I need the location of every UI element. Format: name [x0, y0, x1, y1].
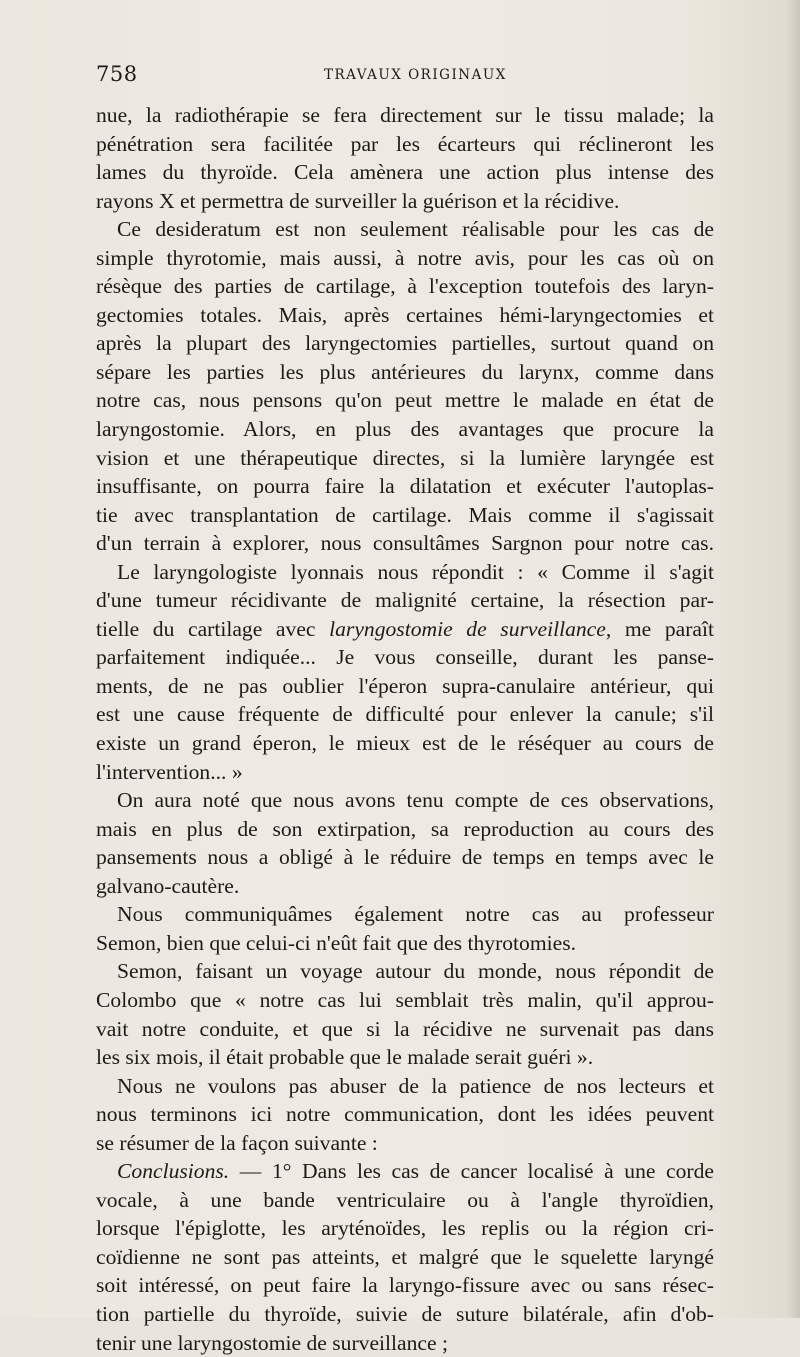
text-line: Ce desideratum est non seulement réalisable pour les cas de [117, 217, 714, 242]
text-line: Semon, bien que celui-ci n'eût fait que des thyrotomies. [96, 930, 577, 955]
text-line [96, 1157, 714, 1186]
text-line: simple thyrotomie, mais aussi, à notre avis, pour les cas où on [96, 245, 714, 270]
text-line: nue, la radiothérapie se fera directement sur le tissu malade; la [96, 103, 714, 127]
text-line: gectomies totales. Mais, après certaines hémi-laryngectomies et [96, 302, 714, 327]
text-line: rayons X et permettra de surveiller la guérison et la récidive. [96, 188, 620, 213]
text-line: Nous communiquâmes également notre cas au professeur [117, 902, 714, 927]
running-head: TRAVAUX ORIGINAUX [324, 67, 507, 83]
text-line [96, 615, 714, 644]
text-line: parfaitement indiquée... Je vous conseille, durant les panse- [96, 645, 714, 670]
conclusions-heading: Conclusions. [117, 1159, 230, 1184]
text-line: Le laryngologiste lyonnais nous répondit : « Comme il s'agit [117, 559, 714, 584]
text-line: nous terminons ici notre communication, dont les idées peuvent [96, 1102, 714, 1127]
text-line: vocale, à une bande ventriculaire ou à l'angle thyroïdien, [96, 1187, 714, 1212]
text-line: Semon, faisant un voyage autour du monde, nous répondit de [117, 959, 714, 984]
text-line: sépare les parties les plus antérieures du larynx, comme dans [96, 359, 714, 384]
italic-phrase: laryngostomie de surveillance [329, 616, 606, 641]
text-line: notre cas, nous pensons qu'on peut mettre le malade en état de [96, 388, 714, 413]
text-line: ments, de ne pas oublier l'éperon supra-canulaire antérieur, qui [96, 673, 714, 698]
text-line: l'intervention... » [96, 759, 243, 784]
text-line: après la plupart des laryngectomies partielles, surtout quand on [96, 331, 714, 356]
text-line: pansements nous a obligé à le réduire de temps en temps avec le [96, 845, 714, 870]
text-line: insuffisante, on pourra faire la dilatation et exécuter l'autoplas- [96, 474, 714, 499]
text-line: Colombo que « notre cas lui semblait très malin, qu'il approu- [96, 987, 714, 1012]
text-line: vision et une thérapeutique directes, si la lumière laryngée est [96, 445, 714, 470]
text-line: les six mois, il était probable que le malade serait guéri ». [96, 1045, 594, 1070]
text-line: On aura noté que nous avons tenu compte de ces observations, [117, 788, 714, 813]
text-line: tenir une laryngostomie de surveillance ; [96, 1330, 448, 1355]
text-line: mais en plus de son extirpation, sa reproduction au cours des [96, 816, 714, 841]
text-line: résèque des parties de cartilage, à l'exception toutefois des laryn- [96, 274, 714, 299]
text-line: tion partielle du thyroïde, suivie de suture bilatérale, afin d'ob- [96, 1301, 714, 1326]
text-line: soit intéressé, on peut faire la laryngo-fissure avec ou sans résec- [96, 1273, 714, 1298]
text-line: galvano-cautère. [96, 873, 240, 898]
text-line: vait notre conduite, et que si la récidive ne survenait pas dans [96, 1016, 714, 1041]
text-run: — 1° Dans les cas de cancer localisé à une corde [229, 1159, 714, 1184]
page-edge-shadow [786, 0, 800, 1318]
text-run: tielle du cartilage avec [96, 616, 316, 641]
text-line: tie avec transplantation de cartilage. Mais comme il s'agissait [96, 502, 714, 527]
text-line: lames du thyroïde. Cela amènera une action plus intense des [96, 160, 714, 185]
text-run: , me paraît [605, 616, 714, 641]
page-header [96, 62, 710, 90]
text-line: lorsque l'épiglotte, les aryténoïdes, les replis ou la région cri- [96, 1216, 714, 1241]
text-line: est une cause fréquente de difficulté pour enlever la canule; s'il [96, 702, 714, 727]
page-number: 758 [96, 62, 138, 86]
text-line: laryngostomie. Alors, en plus des avantages que procure la [96, 417, 714, 442]
text-line: d'un terrain à explorer, nous consultâmes Sargnon pour notre cas. [96, 531, 714, 556]
text-line: coïdienne ne sont pas atteints, et malgré que le squelette laryngé [96, 1244, 714, 1269]
text-line: se résumer de la façon suivante : [96, 1130, 378, 1155]
text-line: d'une tumeur récidivante de malignité certaine, la résection par- [96, 588, 714, 613]
body-text [96, 101, 714, 1357]
text-line: Nous ne voulons pas abuser de la patience de nos lecteurs et [117, 1073, 714, 1098]
text-line: pénétration sera facilitée par les écarteurs qui réclineront les [96, 131, 714, 156]
text-line: existe un grand éperon, le mieux est de le réséquer au cours de [96, 731, 714, 756]
